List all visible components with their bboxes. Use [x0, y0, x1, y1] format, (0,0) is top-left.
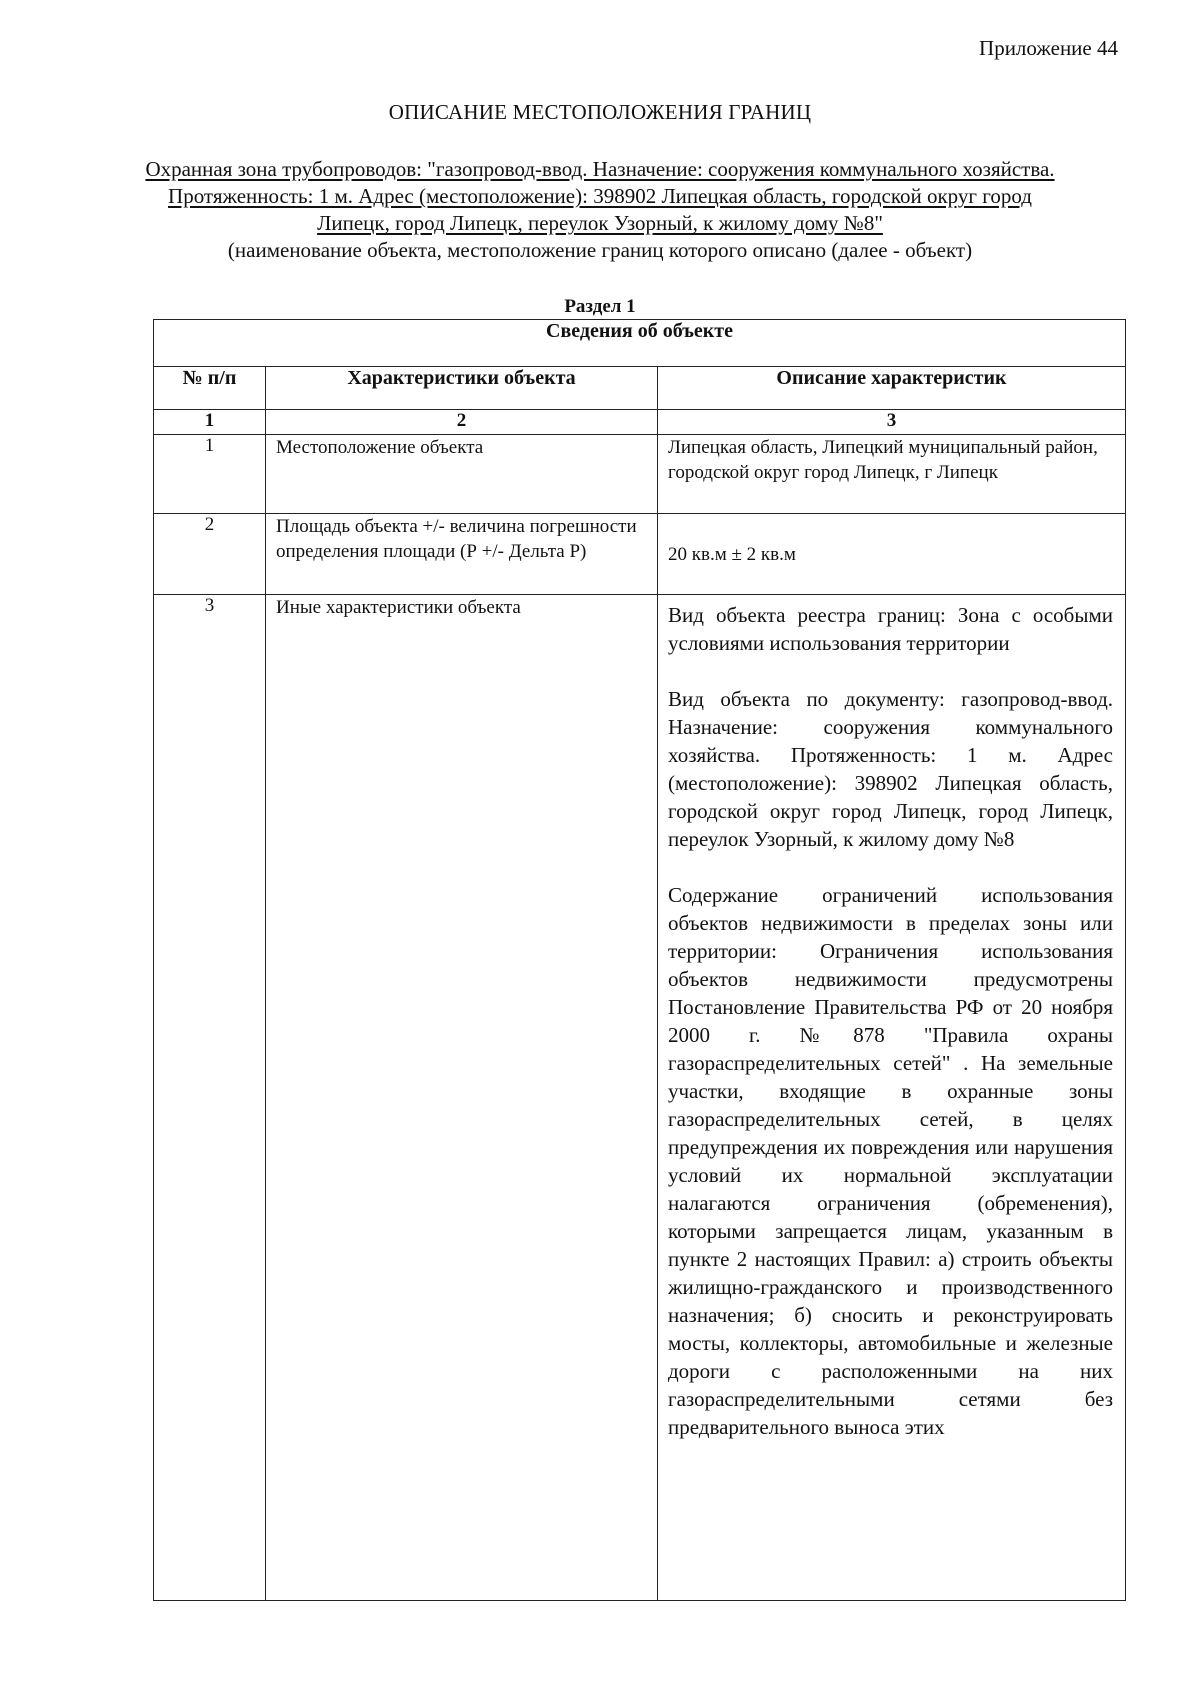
object-name-caption: (наименование объекта, местоположение границ которого описано (далее - объект): [227, 238, 973, 262]
table-row: [154, 595, 1126, 1601]
object-info-table: [153, 319, 1126, 1601]
object-name-block: [130, 156, 1070, 264]
row-description: [658, 595, 1126, 1601]
column-header-characteristic: Характеристики объекта: [266, 367, 658, 410]
document-title: ОПИСАНИЕ МЕСТОПОЛОЖЕНИЯ ГРАНИЦ: [388, 100, 812, 124]
table-row: [154, 435, 1126, 514]
row-number: 3: [154, 595, 266, 1601]
column-number-2: 2: [266, 410, 658, 435]
row-characteristic: Местоположение объекта: [266, 435, 658, 514]
row-number: 2: [154, 514, 266, 595]
appendix-label: Приложение 44: [979, 36, 1118, 60]
row-characteristic: Иные характеристики объекта: [266, 595, 658, 1601]
table-row: [154, 514, 1126, 595]
row-description: Липецкая область, Липецкий муниципальный район, городской округ город Липецк, г Липецк: [658, 435, 1126, 514]
row-number: 1: [154, 435, 266, 514]
table-caption: Сведения об объекте: [154, 320, 1126, 367]
description-paragraph: Вид объекта реестра границ: Зона с особыми условиями использования территории: [668, 603, 1113, 655]
description-paragraph: Содержание ограничений использования объектов недвижимости в пределах зоны или территории: Ограничения использования объектов недвижимости предусмотрены Постановление Правительства РФ от 20 ноября 2000 г. №878 "Правила охраны газораспределительных сетей" . На земельные участки, входящие в охранные зоны газораспределительных сетей, в целях предупреждения их повреждения или нарушения условий их нормальной эксплуатации налагаются ограничения (обременения), которыми запрещается лицам, указанным в пункте 2 настоящих Правил: а) строить объекты жилищно-гражданского и производственного назначения; б) сносить и реконструировать мосты, коллекторы, автомобильные и железные дороги с расположенными на них газораспределительными сетями без предварительного выноса этих: [668, 883, 1113, 1439]
column-header-description: Описание характеристик: [658, 367, 1126, 410]
section-title: Раздел 1: [564, 296, 636, 317]
column-header-number: № п/п: [154, 367, 266, 410]
column-number-3: 3: [658, 410, 1126, 435]
column-number-1: 1: [154, 410, 266, 435]
object-name: Охранная зона трубопроводов: "газопровод-ввод. Назначение: сооружения коммунального хозяйства. Протяженность: 1 м. Адрес (местоположение): 398902 Липецкая область, городской округ город Липецк, город Липецк, переулок Узорный, к жилому дому №8": [145, 157, 1055, 235]
row-characteristic: Площадь объекта +/- величина погрешности определения площади (Р +/- Дельта Р): [266, 514, 658, 595]
row-description: 20 кв.м ± 2 кв.м: [658, 514, 1126, 595]
description-paragraph: Вид объекта по документу: газопровод-ввод. Назначение: сооружения коммунального хозяйства. Протяженность: 1 м. Адрес (местоположение): 398902 Липецкая область, городской округ город Липецк, город Липецк, переулок Узорный, к жилому дому №8: [668, 687, 1113, 851]
